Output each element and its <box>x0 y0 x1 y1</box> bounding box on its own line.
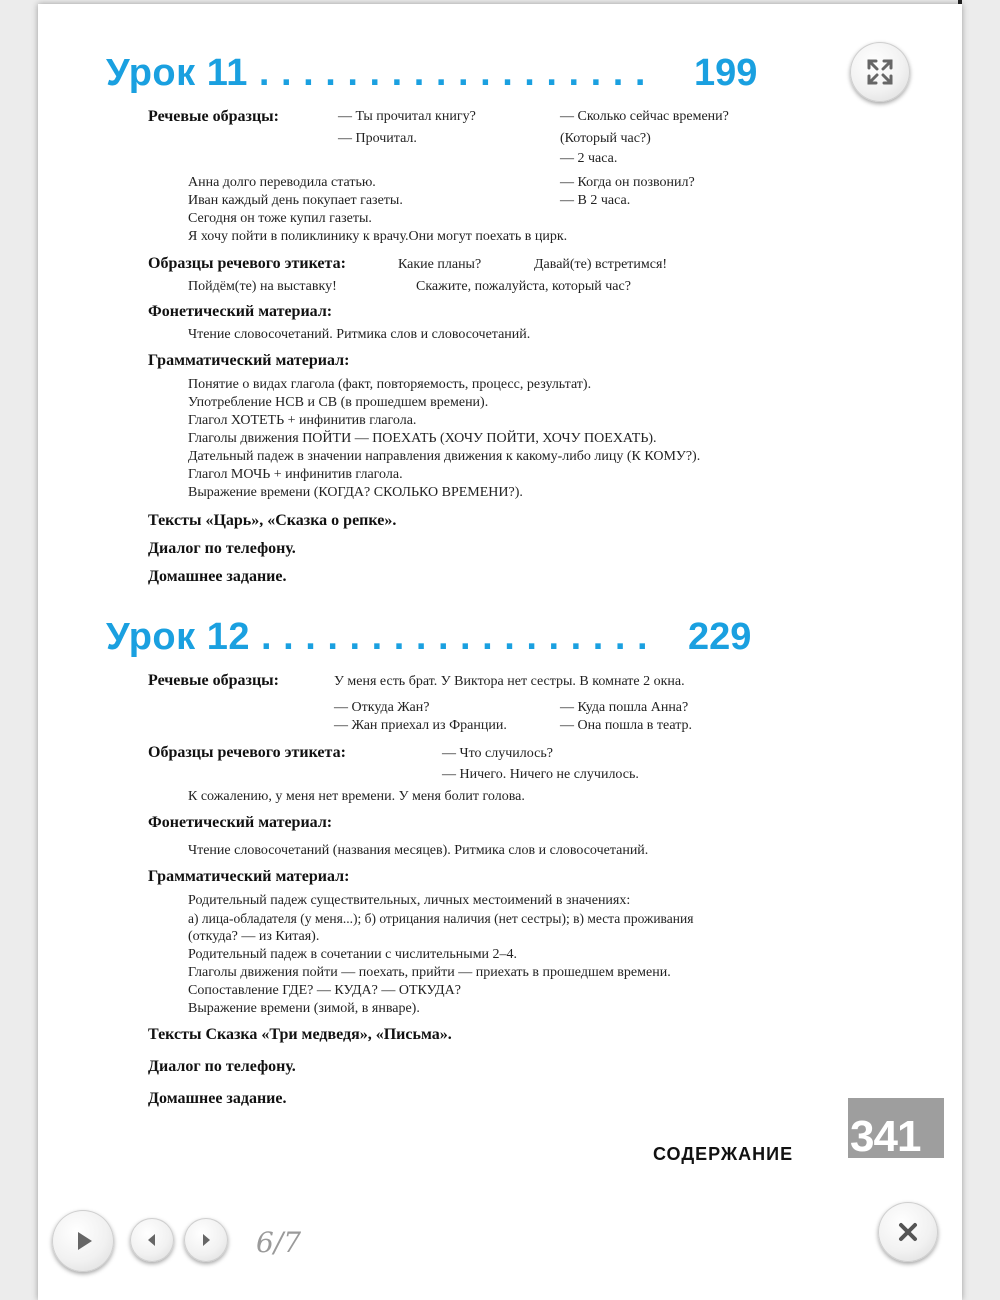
lesson-12-etiquette-1: — Что случилось? <box>442 746 553 761</box>
lesson-11-speech-line-4: Я хочу пойти в поликлинику к врачу.Они могут поехать в цирк. <box>188 229 568 244</box>
lesson-11-texts: Тексты «Царь», «Сказка о репке». <box>148 512 397 529</box>
lesson-11-speech-line-1: Анна долго переводила статью. <box>188 175 376 190</box>
lesson-12-speech-top: У меня есть брат. У Виктора нет сестры. В комнате 2 окна. <box>334 674 685 689</box>
lesson-11-speech-line-2: Иван каждый день покупает газеты. <box>188 193 403 208</box>
lesson-11-etiquette-4: Скажите, пожалуйста, который час? <box>416 279 631 294</box>
lesson-12-grammar-6: Сопоставление ГДЕ? — КУДА? — ОТКУДА? <box>188 983 461 998</box>
lesson-11-speech-right-5: — В 2 часа. <box>560 193 631 208</box>
lesson-11-title: Урок 11 . . . . . . . . . . . . . . . . . . <box>106 52 646 94</box>
lesson-11-grammar-3: Глагол ХОТЕТЬ + инфинитив глагола. <box>188 413 417 428</box>
close-icon <box>896 1220 920 1244</box>
play-button[interactable] <box>52 1210 114 1272</box>
page-number: 341 <box>850 1112 921 1161</box>
lesson-11-phonetic-label: Фонетический материал: <box>148 303 333 320</box>
play-icon <box>71 1229 95 1253</box>
next-page-button[interactable] <box>184 1218 228 1262</box>
lesson-11-etiquette-3: Пойдём(те) на выставку! <box>188 279 337 294</box>
lesson-12-etiquette-label: Образцы речевого этикета: <box>148 744 346 761</box>
lesson-12-etiquette-2: — Ничего. Ничего не случилось. <box>442 767 639 782</box>
lesson-11-speech-right-3: — 2 часа. <box>560 151 618 166</box>
close-button[interactable] <box>878 1202 938 1262</box>
lesson-11-speech-right-1: — Сколько сейчас времени? <box>560 109 729 124</box>
lesson-12-grammar-5: Глаголы движения пойти — поехать, прийти — приехать в прошедшем времени. <box>188 965 671 980</box>
lesson-11-grammar-6: Глагол МОЧЬ + инфинитив глагола. <box>188 467 403 482</box>
previous-page-button[interactable] <box>130 1218 174 1262</box>
lesson-12-phonetic-text: Чтение словосочетаний (названия месяцев). Ритмика слов и словосочетаний. <box>188 843 649 858</box>
lesson-11-phonetic-text: Чтение словосочетаний. Ритмика слов и словосочетаний. <box>188 327 531 342</box>
lesson-12-grammar-label: Грамматический материал: <box>148 868 350 885</box>
lesson-11-speech-label: Речевые образцы: <box>148 108 279 125</box>
page-counter: 6/7 <box>256 1226 302 1259</box>
lesson-12-grammar-2: а) лица-обладателя (у меня...); б) отрицания наличия (нет сестры); в) места проживания <box>188 911 694 926</box>
lesson-11-grammar-1: Понятие о видах глагола (факт, повторяемость, процесс, результат). <box>188 377 592 392</box>
lesson-11-etiquette-1: Какие планы? <box>398 257 482 272</box>
chevron-right-icon <box>198 1232 214 1248</box>
lesson-12-title: Урок 12 . . . . . . . . . . . . . . . . . . <box>106 616 649 658</box>
lesson-11-speech-right-2: (Который час?) <box>560 131 651 146</box>
lesson-11-page: 199 <box>694 52 758 94</box>
lesson-12-grammar-1: Родительный падеж существительных, личных местоимений в значениях: <box>188 893 631 908</box>
lesson-11-grammar-4: Глаголы движения ПОЙТИ — ПОЕХАТЬ (ХОЧУ ПОЙТИ, ХОЧУ ПОЕХАТЬ). <box>188 431 657 446</box>
lesson-12-dialog: Диалог по телефону. <box>148 1058 296 1075</box>
lesson-11-grammar-2: Употребление НСВ и СВ (в прошедшем времени). <box>188 395 489 410</box>
expand-button[interactable] <box>850 42 910 102</box>
lesson-12-speech-left-1: — Откуда Жан? <box>334 700 430 715</box>
lesson-11-grammar-7: Выражение времени (КОГДА? СКОЛЬКО ВРЕМЕНИ?). <box>188 485 523 500</box>
lesson-11-etiquette-2: Давай(те) встретимся! <box>534 257 668 272</box>
lesson-12-grammar-4: Родительный падеж в сочетании с числительными 2–4. <box>188 947 518 962</box>
document-page <box>38 4 962 1300</box>
expand-icon <box>865 57 895 87</box>
lesson-12-speech-right-1: — Куда пошла Анна? <box>560 700 689 715</box>
lesson-11-etiquette-label: Образцы речевого этикета: <box>148 255 346 272</box>
document-viewer <box>38 4 962 1300</box>
lesson-11-speech-right-4: — Когда он позвонил? <box>560 175 695 190</box>
lesson-12-speech-right-2: — Она пошла в театр. <box>560 718 693 733</box>
lesson-11-grammar-5: Дательный падеж в значении направления движения к какому-либо лицу (К КОМУ?). <box>188 449 701 464</box>
lesson-12-grammar-7: Выражение времени (зимой, в январе). <box>188 1001 420 1016</box>
lesson-11-speech-left-2: — Прочитал. <box>338 131 417 146</box>
section-label: СОДЕРЖАНИЕ <box>653 1144 794 1164</box>
lesson-12-grammar-3: (откуда? — из Китая). <box>188 929 320 944</box>
lesson-12-texts: Тексты Сказка «Три медведя», «Письма». <box>148 1026 452 1043</box>
lesson-11-speech-left-1: — Ты прочитал книгу? <box>338 109 476 124</box>
lesson-11-speech-line-3: Сегодня он тоже купил газеты. <box>188 211 372 226</box>
lesson-11-dialog: Диалог по телефону. <box>148 540 296 557</box>
lesson-11-homework: Домашнее задание. <box>148 568 287 585</box>
lesson-12-homework: Домашнее задание. <box>148 1090 287 1107</box>
chevron-left-icon <box>144 1232 160 1248</box>
lesson-12-page: 229 <box>688 616 752 658</box>
lesson-12-phonetic-label: Фонетический материал: <box>148 814 333 831</box>
lesson-12-speech-label: Речевые образцы: <box>148 672 279 689</box>
lesson-11-grammar-label: Грамматический материал: <box>148 352 350 369</box>
lesson-12-etiquette-3: К сожалению, у меня нет времени. У меня болит голова. <box>188 789 525 804</box>
lesson-12-speech-left-2: — Жан приехал из Франции. <box>334 718 507 733</box>
